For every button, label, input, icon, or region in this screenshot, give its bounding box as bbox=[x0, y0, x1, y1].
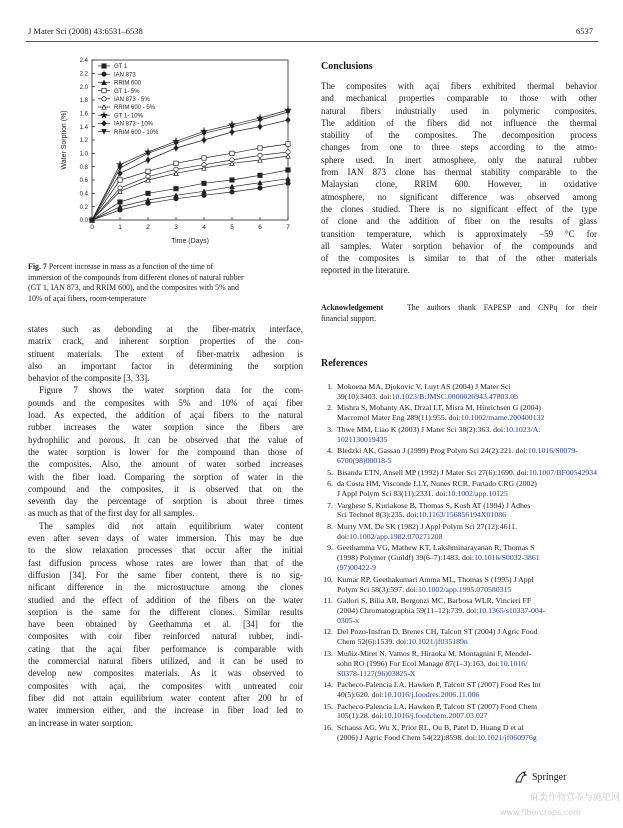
doi-link[interactable]: 10.1163/156856194X01086 bbox=[418, 510, 507, 520]
y-tick-label: 1.4 bbox=[79, 124, 88, 131]
doi-link[interactable]: 10.1016/S0032-3861 bbox=[474, 553, 540, 563]
x-tick-label: 6 bbox=[258, 224, 262, 231]
conclusions-text bbox=[321, 80, 597, 277]
reference-text: Varghese S, Kuriakose B, Thomas S, Kosh AT (1994) J Adhes bbox=[337, 500, 531, 510]
reference-number: 8. bbox=[327, 521, 333, 531]
watermark-text: 麻类作物营养与施肥网 bbox=[530, 793, 621, 803]
text-line: composites with açaí, the composites with untreated coir bbox=[28, 680, 303, 691]
text-line: atmosphere, no significant difference was observed among bbox=[321, 191, 597, 202]
reference-item bbox=[321, 501, 598, 521]
text-line: seventh day the percentage of sorption is about three times bbox=[28, 496, 303, 507]
reference-item bbox=[321, 723, 598, 743]
doi-link[interactable]: 10.1002/app.1995.070580315 bbox=[418, 584, 512, 594]
reference-number: 1. bbox=[327, 382, 333, 391]
legend-label: RRIM 600 - 10% bbox=[114, 129, 159, 136]
doi-link[interactable]: 10.1016/j.foodchem.2007.03.027 bbox=[383, 711, 488, 721]
data-point bbox=[286, 168, 290, 172]
y-tick-label: 0.8 bbox=[79, 164, 88, 171]
text-line: the water sorption is lower for the compound than those of bbox=[28, 446, 303, 457]
x-tick-label: 2 bbox=[146, 224, 150, 231]
reference-number: 15. bbox=[323, 701, 333, 711]
caption-line: Percent increase in mass as a function of the time of bbox=[48, 262, 214, 271]
legend-label: GT 1 bbox=[114, 64, 128, 71]
y-tick-label: 2.0 bbox=[79, 84, 88, 91]
y-axis-label: Water Sorption (%) bbox=[61, 110, 68, 170]
reference-number: 10. bbox=[323, 574, 333, 584]
doi-link[interactable]: 10.1016/ bbox=[499, 658, 528, 668]
data-point bbox=[258, 186, 262, 190]
text-line: The addition of the fibers did not influence the thermal bbox=[321, 117, 597, 128]
text-line: pounds and the composites with 5% and 10% of açaí fiber bbox=[28, 397, 303, 408]
reference-list bbox=[321, 382, 598, 744]
doi-link[interactable]: 10.1007/BF00542934 bbox=[528, 467, 598, 477]
data-point bbox=[202, 137, 206, 142]
reference-number: 11. bbox=[323, 596, 333, 606]
reference-item bbox=[321, 382, 598, 402]
legend-label: IAN 873 bbox=[114, 72, 136, 79]
caption-line: immersion of the compounds from different clones of natural rubber bbox=[28, 272, 244, 282]
y-tick-label: 0.4 bbox=[79, 191, 88, 198]
reference-number: 13. bbox=[323, 648, 333, 658]
text-line: hydrophilic and porous. It can be observed that the value of bbox=[28, 434, 303, 445]
doi-link[interactable]: 10.1002/app.1982.070271208 bbox=[349, 531, 443, 541]
text-line: develop new composites materials. As it was observed to bbox=[28, 668, 303, 679]
caption-line: 10% of açaí fibers, room-temperature bbox=[28, 293, 147, 303]
y-tick-label: 1.0 bbox=[79, 151, 88, 158]
doi-link[interactable]: 10.1016/S0079-6700(98)00018-5 bbox=[337, 446, 578, 466]
reference-number: 9. bbox=[327, 543, 333, 553]
text-line: changes from one to three steps according to the atmo- bbox=[321, 142, 597, 153]
legend-marker bbox=[102, 72, 106, 76]
doi-link[interactable]: 10.1023/B:JMSC.0000026943.47803.0b bbox=[391, 391, 519, 401]
acknowledgement-text: financial support. bbox=[321, 313, 377, 323]
reference-number: 4. bbox=[327, 446, 333, 456]
doi-link[interactable]: 10.1365/s10337-004- bbox=[478, 605, 546, 615]
data-point bbox=[286, 117, 290, 122]
data-point bbox=[174, 186, 178, 190]
text-line: matrix crack, and inherent sorption properties of the con- bbox=[28, 336, 303, 347]
reference-text: Geethamma VG, Mathew KT, Lakshminarayanan R, Thomas S bbox=[337, 543, 535, 553]
text-line: composites with coir fiber reinforced natural rubber, indi- bbox=[28, 631, 303, 642]
data-point bbox=[230, 178, 234, 182]
data-point bbox=[146, 157, 150, 162]
reference-item bbox=[321, 446, 598, 466]
reference-number: 5. bbox=[327, 467, 333, 477]
text-line: nificant difference in the microstructure among the clones bbox=[28, 582, 303, 593]
reference-number: 7. bbox=[327, 500, 333, 510]
reference-item bbox=[321, 425, 598, 445]
text-line: the composites. Also, the amount of water sorbed increases bbox=[28, 459, 303, 470]
reference-number: 6. bbox=[327, 479, 333, 489]
text-line: sphere used. In inert atmosphere, only the natural rubber bbox=[321, 154, 597, 165]
x-tick-label: 3 bbox=[174, 224, 178, 231]
reference-text: Chem 52(6):1539. doi: bbox=[337, 637, 409, 647]
reference-number: 14. bbox=[323, 680, 333, 690]
reference-text: (2004) Chromatographia 59(11–12):739. doi: bbox=[337, 605, 479, 615]
legend-label: GT 1- 5% bbox=[114, 88, 140, 95]
text-line: states such as debonding at the fiber-matrix interface, bbox=[28, 324, 303, 334]
y-tick-label: 1.6 bbox=[79, 111, 88, 118]
reference-text: Sci Technol 8(3):235. doi: bbox=[337, 510, 419, 520]
text-line: with the fiber load. Comparing the sorption of water in the bbox=[28, 471, 303, 482]
y-tick-label: 2.4 bbox=[79, 58, 88, 65]
x-tick-label: 7 bbox=[286, 224, 290, 231]
data-point bbox=[286, 142, 290, 146]
text-line: all samples. Water sorption behavior of the compounds and bbox=[321, 240, 597, 251]
reference-text: Schauss AG, Wu X, Prior RL, Ou B, Patel D, Huang D et al bbox=[337, 722, 524, 732]
data-point bbox=[258, 146, 262, 150]
text-line: fiber did not attain equilibrium water content after 200 hr of bbox=[28, 692, 303, 703]
text-line: water immersion either, and the increase in fiber load led to bbox=[28, 705, 303, 716]
data-point bbox=[202, 181, 206, 185]
reference-item bbox=[321, 680, 598, 700]
reference-text: da Costa HM, Visconde LLY, Nunes RCR, Furtado CRG (2002) bbox=[337, 479, 537, 489]
text-line: studied and the effect of addition of the fibers on the water bbox=[28, 594, 303, 605]
acknowledgement-text: The authors thank FAPESP and CNPq for their bbox=[406, 303, 597, 312]
reference-item bbox=[321, 403, 598, 423]
text-line: reported in the literature. bbox=[321, 265, 410, 276]
watermark-url: www.fibercrops.com bbox=[500, 808, 581, 817]
reference-text: Bledzki AK, Gassan J (1999) Prog Polym Sci 24(2):221. doi: bbox=[337, 446, 528, 456]
text-line: as much as that of the first day for all samples. bbox=[28, 508, 195, 519]
springer-horse-icon bbox=[514, 770, 528, 784]
legend-marker bbox=[102, 64, 106, 68]
reference-number: 3. bbox=[327, 424, 333, 434]
publisher-logo bbox=[514, 770, 566, 784]
legend-marker bbox=[102, 88, 106, 92]
reference-number: 12. bbox=[323, 627, 333, 637]
reference-text: Thwe MM, Liao K (2003) J Mater Sci 38(2):363. doi: bbox=[337, 424, 506, 434]
legend-label: IAN 873 - 5% bbox=[114, 97, 150, 103]
left-column-text bbox=[28, 323, 303, 729]
reference-item bbox=[321, 575, 598, 595]
text-line: cating that the açaí fiber performance is comparable with bbox=[28, 643, 303, 654]
data-point bbox=[146, 191, 150, 195]
water-sorption-chart bbox=[56, 52, 296, 257]
reference-item bbox=[321, 522, 598, 542]
reference-text: 40(5):620. doi: bbox=[337, 690, 384, 699]
text-line: rubber increases the water sorption since the fibers are bbox=[28, 422, 303, 433]
references-heading: References bbox=[321, 358, 368, 369]
publisher-name: Springer bbox=[532, 771, 567, 783]
conclusions-heading: Conclusions bbox=[321, 61, 373, 72]
y-tick-label: 0.6 bbox=[79, 178, 88, 185]
reference-text: Del Pozo-Insfran D, Brenes CH, Talcott ST (2004) J Agric Food bbox=[337, 627, 538, 637]
x-tick-label: 1 bbox=[118, 224, 122, 231]
reference-text: 105(1):28. doi: bbox=[337, 711, 384, 721]
reference-text: Mokoena MA, Djokovic V, Luyt AS (2004) J Mater Sci bbox=[337, 382, 511, 391]
legend-label: RRIM 600 bbox=[114, 80, 142, 87]
text-line: from IAN 873 clone has thermal stability comparable to the bbox=[321, 167, 597, 178]
reference-text: Murty VM, De SK (1982) J Appl Polym Sci 27(12):4611. doi: bbox=[337, 521, 517, 541]
reference-item bbox=[321, 596, 598, 626]
acknowledgement bbox=[321, 303, 597, 324]
reference-text: Muñiz-Miret N, Vamos R, Hiraoka M, Montagnini F, Mendel- bbox=[337, 648, 532, 658]
reference-text: Mishra S, Mohanty AK, Drzal LT, Misra M, Hinrichsen G (2004) bbox=[337, 403, 541, 413]
data-point bbox=[286, 181, 290, 185]
data-point bbox=[174, 161, 178, 165]
reference-number: 2. bbox=[327, 403, 333, 413]
data-point bbox=[202, 156, 206, 160]
text-line: Malaysian clone, RRIM 600. However, in oxidative bbox=[321, 179, 597, 190]
x-tick-label: 0 bbox=[90, 224, 94, 231]
y-tick-label: 1.2 bbox=[79, 138, 88, 145]
legend-marker bbox=[101, 112, 107, 117]
legend-marker bbox=[102, 121, 106, 126]
text-line: Figure 7 shows the water sorption data for the com- bbox=[39, 385, 303, 396]
text-line: even after seven days of water immersion. This may be due bbox=[28, 533, 303, 544]
reference-text: Bisanda ETN, Ansell MP (1992) J Mater Sci 27(6):1690. doi: bbox=[337, 467, 529, 477]
reference-text: sohn RO (1996) For Ecol Manage 87(1–3):163. doi: bbox=[337, 658, 500, 668]
x-axis-label: Time (Days) bbox=[171, 238, 209, 245]
data-point bbox=[146, 169, 150, 173]
data-point bbox=[118, 200, 122, 204]
text-line: an increase in water sorption. bbox=[28, 717, 133, 728]
text-line: of the composites is similar to that of the other materials bbox=[321, 253, 597, 264]
text-line: to the slow relaxation processes that occur after the initial bbox=[28, 545, 303, 556]
reference-text: 39(10):3403. doi: bbox=[337, 391, 392, 401]
doi-link[interactable]: 0305-x bbox=[337, 615, 360, 625]
acknowledgement-label: Acknowledgement bbox=[321, 303, 384, 312]
text-line: sorption is the same for the different clones. Similar results bbox=[28, 606, 303, 617]
text-line: also an important factor in determining the sorption bbox=[28, 360, 303, 371]
text-line: have been obtained by Geethamma et al. [34] for the bbox=[28, 619, 303, 630]
text-line: The samples did not attain equilibrium water content bbox=[39, 520, 303, 531]
reference-number: 16. bbox=[323, 722, 333, 732]
caption-line: (GT 1, IAN 873, and RRIM 600), and the composites with 5% and bbox=[28, 283, 239, 293]
header-rule bbox=[26, 41, 598, 42]
page-number: 6537 bbox=[576, 26, 593, 36]
reference-item bbox=[321, 649, 598, 679]
figure-label: Fig. 7 bbox=[28, 262, 47, 271]
doi-link[interactable]: S0378-1127(96)03825-X bbox=[337, 668, 416, 678]
doi-link[interactable]: (97)00422-9 bbox=[337, 563, 376, 573]
data-point bbox=[258, 173, 262, 177]
text-line: diffusion [34]. For the same fiber content, there is no sig- bbox=[28, 569, 303, 580]
data-point bbox=[230, 190, 234, 194]
data-point bbox=[118, 204, 122, 208]
reference-item bbox=[321, 468, 598, 478]
text-line: fast diffusion process whose rates are lower than that of the bbox=[28, 557, 303, 568]
y-tick-label: 0.0 bbox=[79, 218, 88, 225]
y-tick-label: 0.2 bbox=[79, 204, 88, 211]
legend-marker bbox=[102, 97, 106, 101]
doi-link[interactable]: 10.1002/app.10125 bbox=[447, 489, 508, 499]
data-point bbox=[230, 151, 234, 155]
legend-label: RRIM 600 - 5% bbox=[114, 105, 156, 112]
figure-caption bbox=[28, 262, 303, 304]
text-line: of clone and the addition of fiber on the results of glass bbox=[321, 216, 597, 227]
y-tick-label: 2.2 bbox=[79, 71, 88, 78]
reference-text: Pacheco-Palencia LA, Hawken P, Talcott ST (2007) Food Res Int bbox=[337, 680, 541, 690]
reference-text: J Appl Polym Sci 83(11):2331. doi: bbox=[337, 489, 448, 499]
text-line: stability of the composites. The decomposition process bbox=[321, 130, 597, 141]
x-tick-label: 4 bbox=[202, 224, 206, 231]
data-point bbox=[118, 178, 122, 182]
doi-link[interactable]: 10.1021/jf035189n bbox=[408, 637, 468, 647]
reference-item bbox=[321, 702, 598, 722]
reference-text: Macromol Mater Eng 289(11):955. doi: bbox=[337, 413, 461, 423]
text-line: behavior of the composite [3, 33]. bbox=[28, 373, 150, 384]
doi-link[interactable]: 10.1021/jf060976g bbox=[477, 732, 537, 742]
text-line: the clones studied. There is no significant effect of the type bbox=[321, 203, 597, 214]
doi-link[interactable]: 10.1016/j.foodres.2006.11.006 bbox=[383, 690, 480, 699]
text-line: the commercial natural fibers utilized, and it can be used to bbox=[28, 656, 303, 667]
text-line: transition temperature, which is approximately −59 °C for bbox=[321, 228, 597, 239]
reference-item bbox=[321, 543, 598, 573]
reference-text: Kumar RP, Geethakumari Amma ML, Thomas S (1995) J Appl bbox=[337, 574, 534, 584]
data-point bbox=[258, 124, 262, 129]
x-tick-label: 5 bbox=[230, 224, 234, 231]
running-header-journal: J Mater Sci (2008) 43:6531–6538 bbox=[28, 26, 143, 36]
reference-text: Pacheco-Palencia LA, Hawken P, Talcott ST (2007) Food Chem bbox=[337, 701, 538, 711]
text-line: The composites with açaí fibers exhibited thermal behavior bbox=[321, 81, 597, 91]
legend-label: GT 1- 10% bbox=[114, 113, 143, 120]
doi-link[interactable]: 1021130019435 bbox=[337, 434, 388, 444]
reference-text: (1998) Polymer (Guildf) 39(6–7):1483. doi: bbox=[337, 553, 475, 563]
legend-label: IAN 873 - 10% bbox=[114, 121, 154, 128]
text-line: load. As expected, the addition of açaí fibers to the natural bbox=[28, 410, 303, 421]
text-line: and mechanical properties comparable to those with other bbox=[321, 93, 597, 104]
reference-text: Polym Sci 58(3):597. doi: bbox=[337, 584, 419, 594]
reference-text: (2006) J Agric Food Chem 54(22):8598. doi: bbox=[337, 732, 478, 742]
reference-text: Gallori S, Bilia AR, Bergonzi MC, Barbosa WLR, Vincieri FF bbox=[337, 596, 532, 606]
text-line: natural fibers industrially used in polymeric composites. bbox=[321, 105, 597, 116]
reference-item bbox=[321, 479, 598, 499]
y-tick-label: 1.8 bbox=[79, 98, 88, 105]
text-line: stituent materials. The extent of fiber-matrix adhesion is bbox=[28, 348, 303, 359]
doi-link[interactable]: 10.1002/mame.200400132 bbox=[460, 413, 545, 423]
text-line: compound and the composites, it is observed that on the bbox=[28, 483, 303, 494]
doi-link[interactable]: 10.1023/A: bbox=[505, 424, 541, 434]
data-point bbox=[258, 153, 262, 157]
reference-item bbox=[321, 627, 598, 647]
